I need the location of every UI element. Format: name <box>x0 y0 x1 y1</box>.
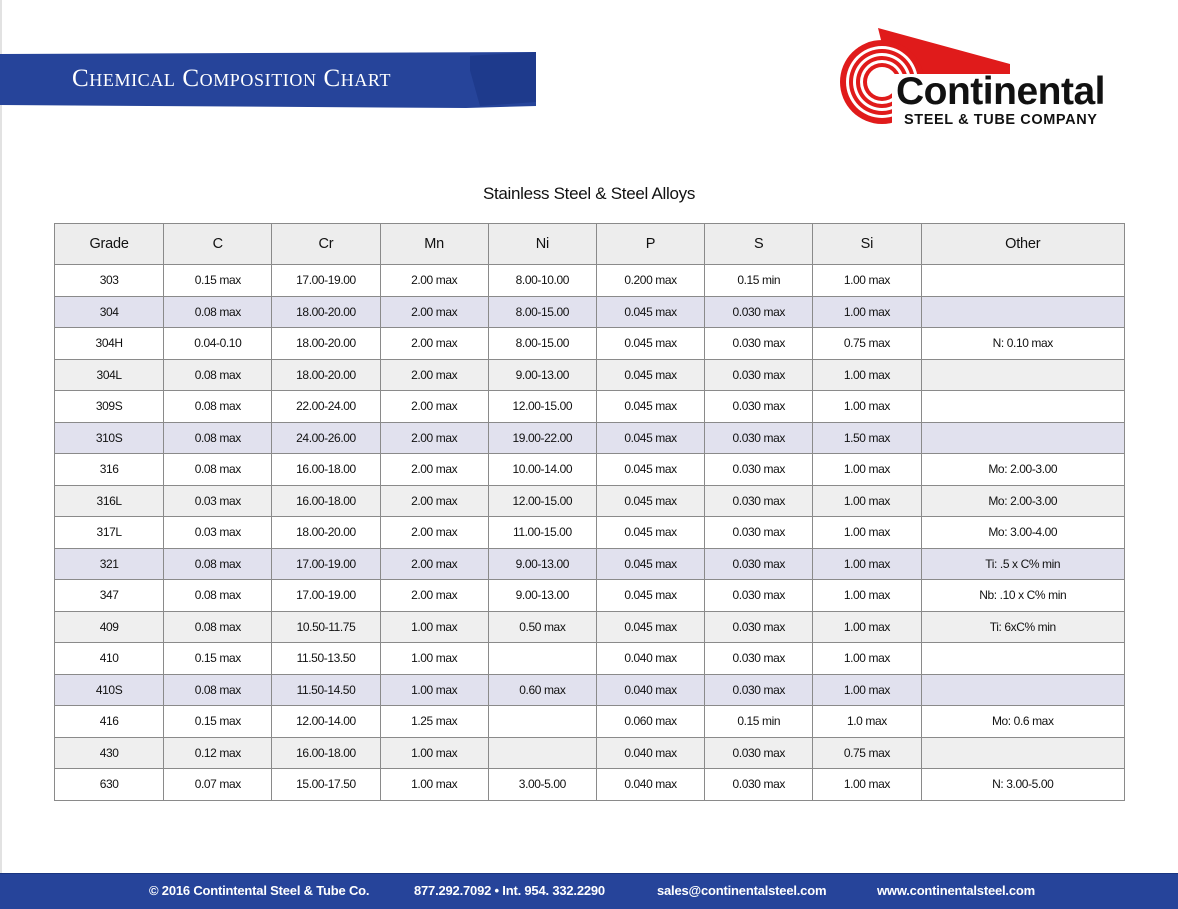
cell-mn: 2.00 max <box>380 296 488 328</box>
table-row <box>55 674 1125 706</box>
page-left-edge <box>0 0 2 908</box>
cell-mn: 2.00 max <box>380 265 488 297</box>
cell-other <box>921 422 1124 454</box>
cell-mn: 2.00 max <box>380 422 488 454</box>
cell-other <box>921 359 1124 391</box>
cell-ni: 8.00-15.00 <box>488 296 596 328</box>
cell-other: Mo: 0.6 max <box>921 706 1124 738</box>
cell-mn: 2.00 max <box>380 359 488 391</box>
column-header-s: S <box>705 224 813 265</box>
cell-si: 1.00 max <box>813 296 921 328</box>
cell-cr: 18.00-20.00 <box>272 296 380 328</box>
cell-s: 0.030 max <box>705 485 813 517</box>
column-header-c: C <box>164 224 272 265</box>
table-row <box>55 769 1125 801</box>
cell-ni <box>488 737 596 769</box>
cell-other: Nb: .10 x C% min <box>921 580 1124 612</box>
cell-si: 1.00 max <box>813 611 921 643</box>
table-row <box>55 580 1125 612</box>
cell-grade: 430 <box>55 737 164 769</box>
cell-ni: 12.00-15.00 <box>488 391 596 423</box>
cell-si: 1.00 max <box>813 769 921 801</box>
cell-cr: 17.00-19.00 <box>272 580 380 612</box>
cell-c: 0.08 max <box>164 391 272 423</box>
cell-p: 0.045 max <box>596 454 704 486</box>
cell-other: N: 0.10 max <box>921 328 1124 360</box>
cell-cr: 18.00-20.00 <box>272 517 380 549</box>
cell-p: 0.045 max <box>596 548 704 580</box>
cell-grade: 316 <box>55 454 164 486</box>
cell-c: 0.08 max <box>164 296 272 328</box>
cell-c: 0.15 max <box>164 265 272 297</box>
cell-p: 0.060 max <box>596 706 704 738</box>
cell-si: 1.00 max <box>813 517 921 549</box>
cell-p: 0.045 max <box>596 580 704 612</box>
cell-other <box>921 737 1124 769</box>
cell-other <box>921 643 1124 675</box>
cell-other: N: 3.00-5.00 <box>921 769 1124 801</box>
table-row <box>55 737 1125 769</box>
cell-s: 0.030 max <box>705 580 813 612</box>
cell-s: 0.030 max <box>705 674 813 706</box>
cell-grade: 309S <box>55 391 164 423</box>
cell-mn: 2.00 max <box>380 454 488 486</box>
cell-grade: 304 <box>55 296 164 328</box>
cell-cr: 16.00-18.00 <box>272 737 380 769</box>
cell-s: 0.030 max <box>705 296 813 328</box>
cell-cr: 10.50-11.75 <box>272 611 380 643</box>
cell-p: 0.045 max <box>596 422 704 454</box>
cell-s: 0.030 max <box>705 643 813 675</box>
cell-ni: 3.00-5.00 <box>488 769 596 801</box>
cell-ni: 9.00-13.00 <box>488 359 596 391</box>
cell-mn: 1.00 max <box>380 769 488 801</box>
cell-si: 1.00 max <box>813 359 921 391</box>
logo-subtitle: STEEL & TUBE COMPANY <box>904 112 1098 128</box>
column-header-si: Si <box>813 224 921 265</box>
cell-c: 0.08 max <box>164 548 272 580</box>
table-body <box>55 265 1125 801</box>
cell-si: 0.75 max <box>813 737 921 769</box>
cell-si: 1.00 max <box>813 454 921 486</box>
cell-s: 0.15 min <box>705 265 813 297</box>
cell-other <box>921 265 1124 297</box>
cell-mn: 1.00 max <box>380 674 488 706</box>
cell-s: 0.030 max <box>705 359 813 391</box>
cell-grade: 410 <box>55 643 164 675</box>
cell-mn: 1.00 max <box>380 737 488 769</box>
cell-ni: 10.00-14.00 <box>488 454 596 486</box>
table-row <box>55 643 1125 675</box>
table-row <box>55 517 1125 549</box>
cell-mn: 2.00 max <box>380 391 488 423</box>
cell-cr: 24.00-26.00 <box>272 422 380 454</box>
cell-cr: 16.00-18.00 <box>272 454 380 486</box>
cell-s: 0.030 max <box>705 422 813 454</box>
cell-s: 0.030 max <box>705 517 813 549</box>
cell-cr: 17.00-19.00 <box>272 548 380 580</box>
column-header-ni: Ni <box>488 224 596 265</box>
cell-mn: 2.00 max <box>380 548 488 580</box>
footer-phone: 877.292.7092 • Int. 954. 332.2290 <box>414 883 605 898</box>
cell-mn: 2.00 max <box>380 580 488 612</box>
logo-name: Continental <box>896 70 1105 113</box>
cell-mn: 2.00 max <box>380 328 488 360</box>
cell-cr: 11.50-14.50 <box>272 674 380 706</box>
cell-other <box>921 391 1124 423</box>
cell-other <box>921 296 1124 328</box>
cell-c: 0.08 max <box>164 611 272 643</box>
column-header-other: Other <box>921 224 1124 265</box>
cell-grade: 317L <box>55 517 164 549</box>
cell-mn: 1.00 max <box>380 611 488 643</box>
cell-cr: 11.50-13.50 <box>272 643 380 675</box>
cell-si: 1.00 max <box>813 485 921 517</box>
table-row <box>55 328 1125 360</box>
cell-grade: 321 <box>55 548 164 580</box>
cell-p: 0.045 max <box>596 517 704 549</box>
cell-si: 1.0 max <box>813 706 921 738</box>
table-row <box>55 706 1125 738</box>
cell-si: 0.75 max <box>813 328 921 360</box>
cell-grade: 630 <box>55 769 164 801</box>
cell-ni: 8.00-15.00 <box>488 328 596 360</box>
cell-ni <box>488 706 596 738</box>
cell-grade: 303 <box>55 265 164 297</box>
cell-si: 1.00 max <box>813 548 921 580</box>
cell-grade: 409 <box>55 611 164 643</box>
footer-website-link[interactable]: www.continentalsteel.com <box>877 883 1035 898</box>
cell-cr: 18.00-20.00 <box>272 359 380 391</box>
page-title: Chemical Composition Chart <box>72 65 392 92</box>
cell-c: 0.03 max <box>164 517 272 549</box>
table-row <box>55 296 1125 328</box>
cell-grade: 410S <box>55 674 164 706</box>
cell-p: 0.045 max <box>596 485 704 517</box>
footer-bar <box>0 873 1178 909</box>
cell-cr: 12.00-14.00 <box>272 706 380 738</box>
cell-s: 0.030 max <box>705 454 813 486</box>
column-header-p: P <box>596 224 704 265</box>
cell-mn: 1.00 max <box>380 643 488 675</box>
table-row <box>55 548 1125 580</box>
cell-grade: 304L <box>55 359 164 391</box>
cell-c: 0.12 max <box>164 737 272 769</box>
cell-s: 0.030 max <box>705 769 813 801</box>
cell-ni: 0.50 max <box>488 611 596 643</box>
cell-grade: 304H <box>55 328 164 360</box>
cell-s: 0.030 max <box>705 611 813 643</box>
cell-p: 0.045 max <box>596 296 704 328</box>
composition-table <box>54 223 1125 801</box>
cell-si: 1.00 max <box>813 674 921 706</box>
column-header-grade: Grade <box>55 224 164 265</box>
cell-c: 0.08 max <box>164 580 272 612</box>
cell-si: 1.00 max <box>813 391 921 423</box>
cell-s: 0.030 max <box>705 328 813 360</box>
cell-s: 0.030 max <box>705 548 813 580</box>
cell-grade: 316L <box>55 485 164 517</box>
cell-mn: 2.00 max <box>380 485 488 517</box>
footer-copyright: © 2016 Contintental Steel & Tube Co. <box>149 883 370 898</box>
cell-si: 1.50 max <box>813 422 921 454</box>
cell-p: 0.045 max <box>596 328 704 360</box>
table-row <box>55 359 1125 391</box>
cell-s: 0.030 max <box>705 737 813 769</box>
column-header-cr: Cr <box>272 224 380 265</box>
cell-cr: 18.00-20.00 <box>272 328 380 360</box>
cell-p: 0.200 max <box>596 265 704 297</box>
table-row <box>55 611 1125 643</box>
header-banner <box>0 52 536 108</box>
cell-c: 0.04-0.10 <box>164 328 272 360</box>
cell-grade: 310S <box>55 422 164 454</box>
cell-other: Ti: 6xC% min <box>921 611 1124 643</box>
company-logo <box>838 24 1148 134</box>
cell-si: 1.00 max <box>813 643 921 675</box>
cell-cr: 22.00-24.00 <box>272 391 380 423</box>
cell-c: 0.07 max <box>164 769 272 801</box>
table-row <box>55 422 1125 454</box>
footer-email-link[interactable]: sales@continentalsteel.com <box>657 883 827 898</box>
cell-p: 0.045 max <box>596 391 704 423</box>
cell-grade: 416 <box>55 706 164 738</box>
table-row <box>55 454 1125 486</box>
cell-other <box>921 674 1124 706</box>
cell-p: 0.045 max <box>596 359 704 391</box>
cell-s: 0.15 min <box>705 706 813 738</box>
table-row <box>55 265 1125 297</box>
cell-cr: 15.00-17.50 <box>272 769 380 801</box>
cell-p: 0.045 max <box>596 611 704 643</box>
cell-cr: 17.00-19.00 <box>272 265 380 297</box>
cell-c: 0.08 max <box>164 454 272 486</box>
cell-cr: 16.00-18.00 <box>272 485 380 517</box>
cell-ni: 19.00-22.00 <box>488 422 596 454</box>
cell-grade: 347 <box>55 580 164 612</box>
cell-c: 0.03 max <box>164 485 272 517</box>
column-header-mn: Mn <box>380 224 488 265</box>
table-header-row <box>55 224 1125 265</box>
cell-s: 0.030 max <box>705 391 813 423</box>
cell-ni: 9.00-13.00 <box>488 580 596 612</box>
cell-si: 1.00 max <box>813 265 921 297</box>
cell-c: 0.08 max <box>164 422 272 454</box>
cell-p: 0.040 max <box>596 769 704 801</box>
cell-ni: 12.00-15.00 <box>488 485 596 517</box>
cell-ni: 0.60 max <box>488 674 596 706</box>
cell-si: 1.00 max <box>813 580 921 612</box>
cell-ni: 11.00-15.00 <box>488 517 596 549</box>
cell-p: 0.040 max <box>596 674 704 706</box>
cell-c: 0.08 max <box>164 359 272 391</box>
cell-c: 0.08 max <box>164 674 272 706</box>
cell-other: Mo: 2.00-3.00 <box>921 485 1124 517</box>
cell-p: 0.040 max <box>596 737 704 769</box>
cell-mn: 2.00 max <box>380 517 488 549</box>
cell-ni: 8.00-10.00 <box>488 265 596 297</box>
cell-other: Mo: 2.00-3.00 <box>921 454 1124 486</box>
cell-p: 0.040 max <box>596 643 704 675</box>
cell-other: Mo: 3.00-4.00 <box>921 517 1124 549</box>
cell-ni: 9.00-13.00 <box>488 548 596 580</box>
cell-c: 0.15 max <box>164 643 272 675</box>
table-title: Stainless Steel & Steel Alloys <box>482 184 696 203</box>
cell-other: Ti: .5 x C% min <box>921 548 1124 580</box>
table-row <box>55 485 1125 517</box>
table-row <box>55 391 1125 423</box>
cell-c: 0.15 max <box>164 706 272 738</box>
cell-mn: 1.25 max <box>380 706 488 738</box>
cell-ni <box>488 643 596 675</box>
